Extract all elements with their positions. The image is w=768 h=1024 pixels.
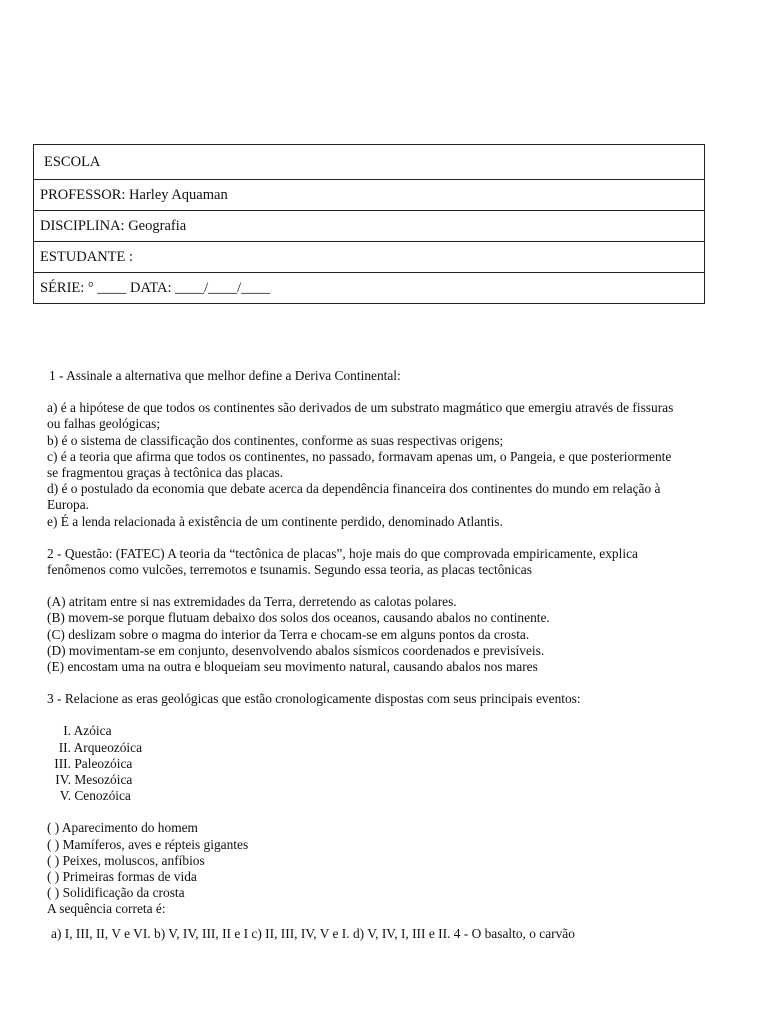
event-item: ( ) Primeiras formas de vida xyxy=(47,869,197,885)
q1-option-c-line2: se fragmentou graças à tectônica das placas. xyxy=(47,465,284,481)
q3-options: a) I, III, II, V e VI. b) V, IV, III, II e I c) II, III, IV, V e I. d) V, IV, I, III e II. 4 - O basalto, o carvão xyxy=(51,925,575,941)
discipline-field: DISCIPLINA: Geografia xyxy=(34,211,705,242)
q1-option-a-line1: a) é a hipótese de que todos os continentes são derivados de um substrato magmático que emergiu através de fissuras xyxy=(47,400,674,416)
era-item: V. Cenozóica xyxy=(59,788,131,804)
question-2-line2: fenômenos como vulcões, terremotos e tsunamis. Segundo essa teoria, as placas tectônicas xyxy=(47,562,532,578)
professor-field: PROFESSOR: Harley Aquaman xyxy=(34,180,705,211)
grade-date-field: SÉRIE: ° ____ DATA: ____/____/____ xyxy=(34,273,705,304)
event-item: ( ) Aparecimento do homem xyxy=(47,820,198,836)
school-field: ESCOLA xyxy=(34,145,705,180)
exam-content xyxy=(47,368,727,942)
q1-option-d-line2: Europa. xyxy=(47,497,90,513)
event-item: ( ) Solidificação da crosta xyxy=(47,885,185,901)
header-table xyxy=(33,144,705,304)
q2-option-c: (C) deslizam sobre o magma do interior da Terra e chocam-se em alguns pontos da crosta. xyxy=(47,626,530,642)
sequence-prompt: A sequência correta é: xyxy=(47,901,166,917)
event-item: ( ) Mamíferos, aves e répteis gigantes xyxy=(47,836,249,852)
question-2-line1: 2 - Questão: (FATEC) A teoria da “tectônica de placas”, hoje mais do que comprovada empiricamente, explica xyxy=(47,545,638,561)
student-field: ESTUDANTE : xyxy=(34,242,705,273)
question-3: 3 - Relacione as eras geológicas que estão cronologicamente dispostas com seus principais eventos: xyxy=(47,691,581,707)
question-1: 1 - Assinale a alternativa que melhor define a Deriva Continental: xyxy=(49,368,401,383)
q1-option-a-line2: ou falhas geológicas; xyxy=(47,416,161,432)
q2-option-b: (B) movem-se porque flutuam debaixo dos solos dos oceanos, causando abalos no continente. xyxy=(47,610,550,626)
event-item: ( ) Peixes, moluscos, anfíbios xyxy=(47,852,205,868)
q1-option-c-line1: c) é a teoria que afirma que todos os continentes, no passado, formavam apenas um, o Pangeia, e que posteriormente xyxy=(47,448,672,464)
era-item: III. Paleozóica xyxy=(54,755,133,771)
q1-option-b: b) é o sistema de classificação dos continentes, conforme as suas respectivas origens; xyxy=(47,432,504,448)
q2-option-e: (E) encostam uma na outra e bloqueiam seu movimento natural, causando abalos nos mares xyxy=(47,659,538,675)
q1-option-d-line1: d) é o postulado da economia que debate acerca da dependência financeira dos continentes do mundo em relação à xyxy=(47,481,661,497)
q1-option-e: e) É a lenda relacionada à existência de um continente perdido, denominado Atlantis. xyxy=(47,513,503,529)
q2-option-a: (A) atritam entre si nas extremidades da Terra, derretendo as calotas polares. xyxy=(47,594,457,610)
era-item: IV. Mesozóica xyxy=(55,772,133,788)
era-item: II. Arqueozóica xyxy=(58,739,143,755)
era-item: I. Azóica xyxy=(63,723,112,739)
q2-option-d: (D) movimentam-se em conjunto, desenvolvendo abalos sísmicos coordenados e previsíveis. xyxy=(47,642,545,658)
